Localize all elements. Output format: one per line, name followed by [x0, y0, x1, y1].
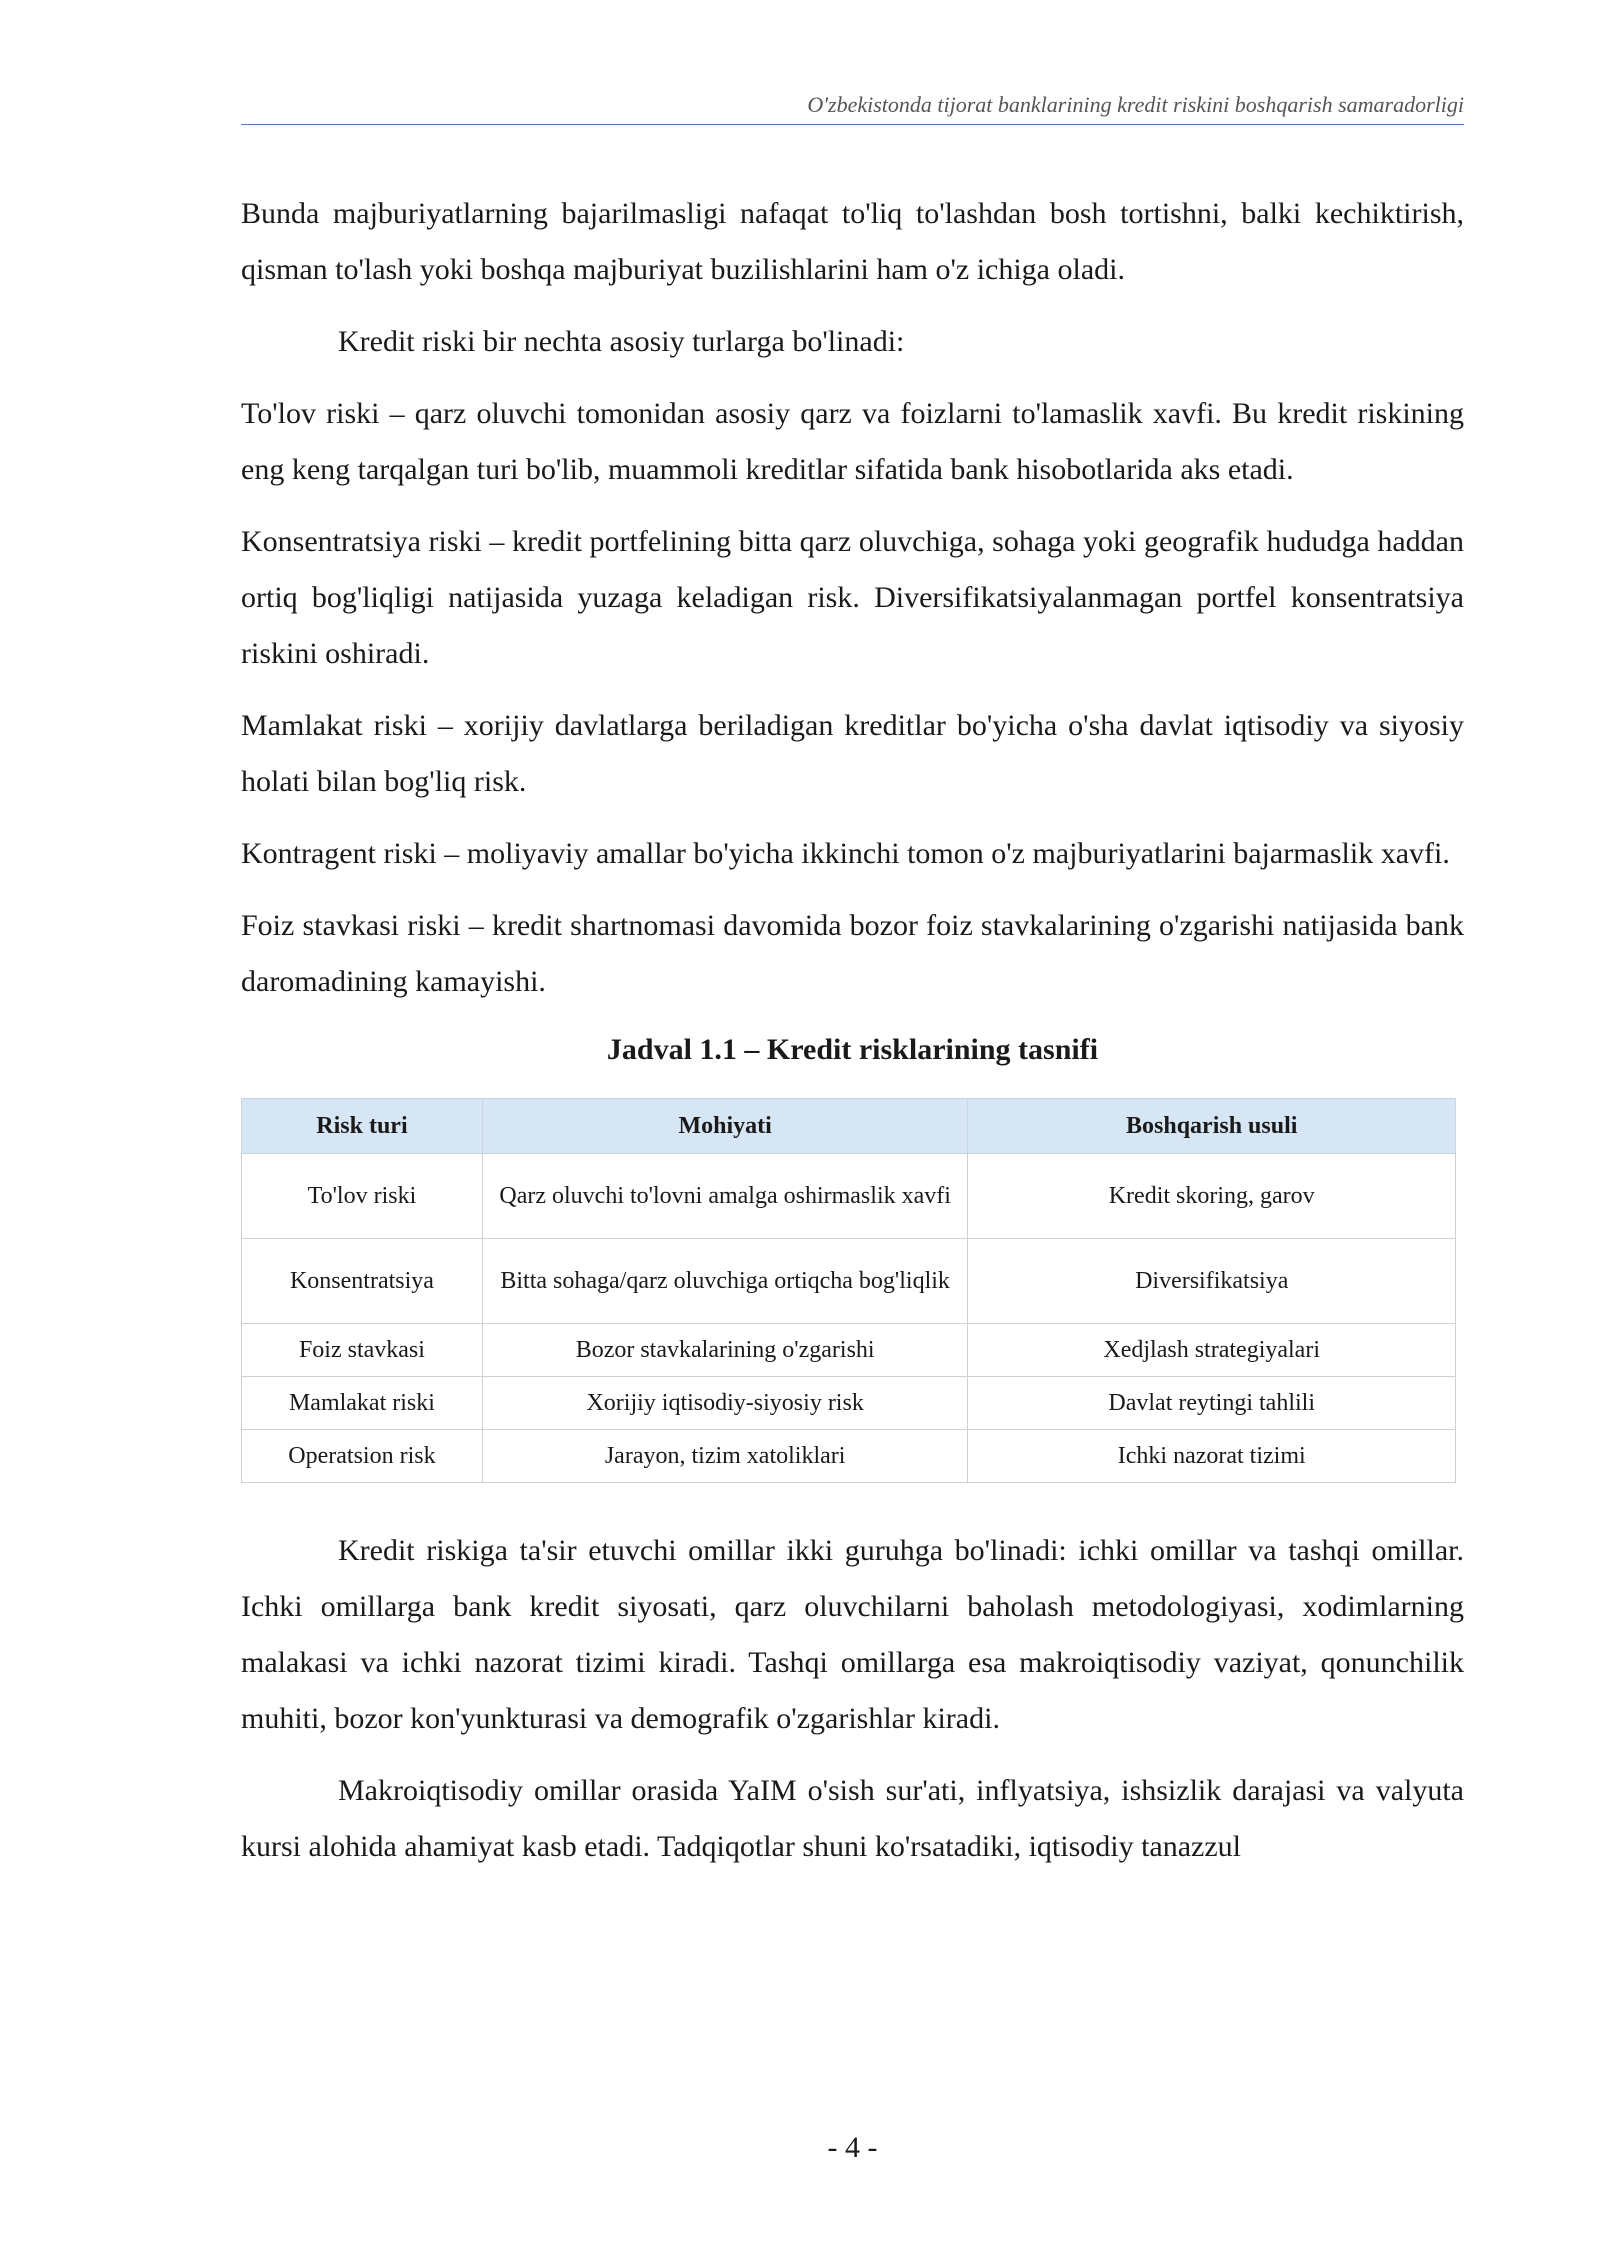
- paragraph: Kredit riskiga ta'sir etuvchi omillar ikki guruhga bo'linadi: ichki omillar va tashqi omillar. Ichki omillarga bank kredit siyosati, qarz oluvchilarni baholash metodologiyasi, xodimlarning malakasi va ichki nazorat tizimi kiradi. Tashqi omillarga esa makroiqtisodiy vaziyat, qonunchilik muhiti, bozor kon'yunkturasi va demografik o'zgarishlar kiradi.: [241, 1534, 1464, 1735]
- table-cell: Foiz stavkasi: [242, 1324, 483, 1377]
- table-cell: Ichki nazorat tizimi: [968, 1430, 1456, 1483]
- paragraph: Kontragent riski – moliyaviy amallar bo'yicha ikkinchi tomon o'z majburiyatlarini bajarmaslik xavfi.: [241, 837, 1450, 870]
- table-header-row: [242, 1099, 1456, 1154]
- table-cell: Operatsion risk: [242, 1430, 483, 1483]
- table-row: [242, 1154, 1456, 1239]
- table-caption: Jadval 1.1 – Kredit risklarining tasnifi: [606, 1033, 1099, 1066]
- table-cell: Davlat reytingi tahlili: [968, 1377, 1456, 1430]
- risk-classification-table: [241, 1098, 1456, 1483]
- table-cell: Mamlakat riski: [242, 1377, 483, 1430]
- table-cell: Xedjlash strategiyalari: [968, 1324, 1456, 1377]
- column-header-risk-type: Risk turi: [242, 1099, 483, 1154]
- table-cell: Diversifikatsiya: [968, 1239, 1456, 1324]
- table-cell: Kredit skoring, garov: [968, 1154, 1456, 1239]
- table-row: [242, 1377, 1456, 1430]
- table-cell: Konsentratsiya: [242, 1239, 483, 1324]
- column-header-essence: Mohiyati: [482, 1099, 968, 1154]
- table-cell: To'lov riski: [242, 1154, 483, 1239]
- table-cell: Xorijiy iqtisodiy-siyosiy risk: [482, 1377, 968, 1430]
- body-text: [241, 186, 1464, 1891]
- paragraph: Makroiqtisodiy omillar orasida YaIM o'sish sur'ati, inflyatsiya, ishsizlik darajasi va valyuta kursi alohida ahamiyat kasb etadi. Tadqiqotlar shuni ko'rsatadiki, iqtisodiy tanazzul: [241, 1774, 1464, 1863]
- column-header-management-method: Boshqarish usuli: [968, 1099, 1456, 1154]
- page-number: - 4 -: [827, 2131, 878, 2164]
- paragraph: Konsentratsiya riski – kredit portfelining bitta qarz oluvchiga, sohaga yoki geografik hududga haddan ortiq bog'liqligi natijasida yuzaga keladigan risk. Diversifikatsiyalanmagan portfel konsentratsiya riskini oshiradi.: [241, 525, 1464, 670]
- table-cell: Jarayon, tizim xatoliklari: [482, 1430, 968, 1483]
- table-cell: Bozor stavkalarining o'zgarishi: [482, 1324, 968, 1377]
- table-row: [242, 1239, 1456, 1324]
- table-cell: Bitta sohaga/qarz oluvchiga ortiqcha bog'liqlik: [482, 1239, 968, 1324]
- paragraph: Bunda majburiyatlarning bajarilmasligi nafaqat to'liq to'lashdan bosh tortishni, balki kechiktirish, qisman to'lash yoki boshqa majburiyat buzilishlarini ham o'z ichiga oladi.: [241, 197, 1464, 286]
- paragraph: To'lov riski – qarz oluvchi tomonidan asosiy qarz va foizlarni to'lamaslik xavfi. Bu kredit riskining eng keng tarqalgan turi bo'lib, muammoli kreditlar sifatida bank hisobotlarida aks etadi.: [241, 397, 1464, 486]
- paragraph: Kredit riski bir nechta asosiy turlarga bo'linadi:: [338, 325, 905, 358]
- table-row: [242, 1430, 1456, 1483]
- table-cell: Qarz oluvchi to'lovni amalga oshirmaslik xavfi: [482, 1154, 968, 1239]
- table-row: [242, 1324, 1456, 1377]
- paragraph: Mamlakat riski – xorijiy davlatlarga beriladigan kreditlar bo'yicha o'sha davlat iqtisodiy va siyosiy holati bilan bog'liq risk.: [241, 709, 1464, 798]
- running-header: O'zbekistonda tijorat banklarining kredit riskini boshqarish samaradorligi: [241, 92, 1464, 125]
- paragraph: Foiz stavkasi riski – kredit shartnomasi davomida bozor foiz stavkalarining o'zgarishi natijasida bank daromadining kamayishi.: [241, 909, 1464, 998]
